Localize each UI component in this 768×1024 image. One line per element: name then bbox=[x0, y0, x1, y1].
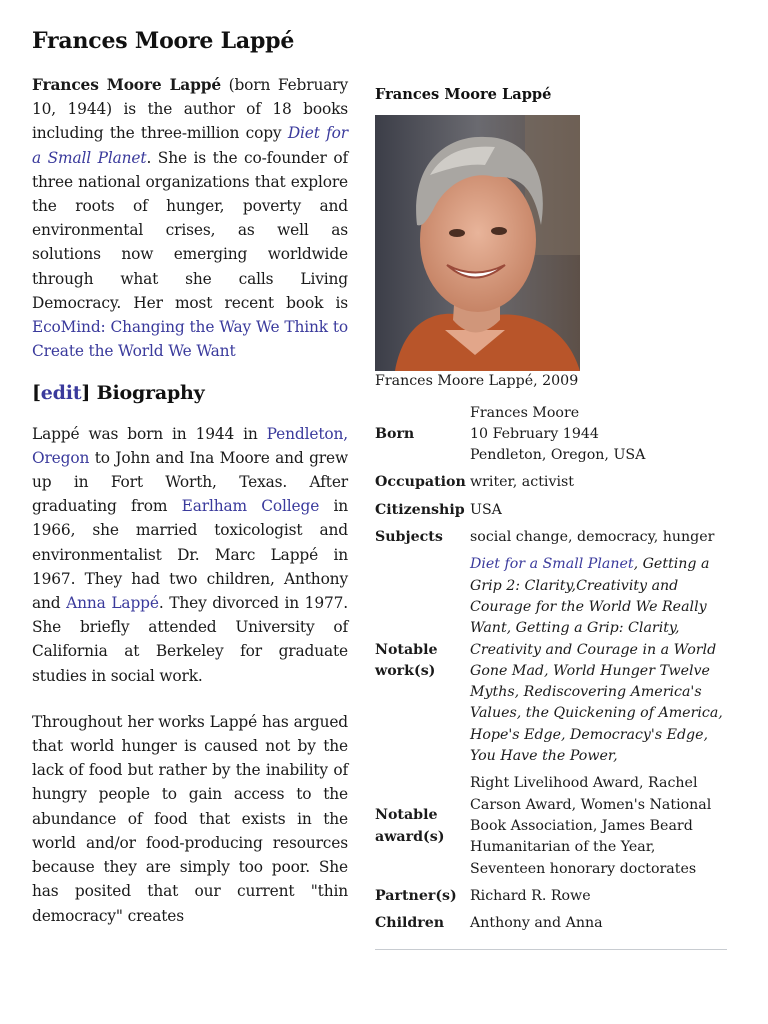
citizenship-value: USA bbox=[470, 501, 502, 518]
infobox-row-subjects bbox=[375, 524, 727, 551]
link-works-diet[interactable]: Diet for a Small Planet bbox=[470, 556, 634, 573]
partner-label: Partner(s) bbox=[375, 887, 457, 904]
notable-awards-value: Right Livelihood Award, Rachel Carson Award, Women's National Book Association, James Beard Humanitarian of the Year, Seventeen honorary doctorates bbox=[470, 775, 712, 877]
partner-value: Richard R. Rowe bbox=[470, 887, 591, 904]
infobox-row-citizenship bbox=[375, 497, 727, 524]
occupation-label: Occupation bbox=[375, 474, 466, 491]
infobox-row-born bbox=[375, 400, 727, 470]
subjects-value: social change, democracy, hunger bbox=[470, 529, 715, 546]
infobox-title: Frances Moore Lappé bbox=[375, 86, 552, 103]
link-pendleton-oregon[interactable]: Pendleton, Oregon bbox=[32, 424, 348, 467]
edit-link[interactable]: edit bbox=[40, 382, 82, 405]
infobox bbox=[375, 84, 727, 958]
citizenship-label: Citizenship bbox=[375, 501, 465, 518]
infobox-row-notable-works bbox=[375, 551, 727, 770]
infobox-row-partner bbox=[375, 883, 727, 910]
intro-paragraph bbox=[32, 73, 348, 363]
intro-text-2: . She is the co-founder of three national organizations that explore the roots of hunger, poverty and environmental crises, as well as solutions now emerging worldwide through what she calls Living Democracy. Her most recent book is bbox=[32, 148, 348, 312]
infobox-divider bbox=[375, 949, 727, 950]
notable-works-value: Diet for a Small Planet, Getting a Grip 2: Clarity,Creativity and Courage for the World We Really Want, Getting a Grip: Clarity, Creativity and Courage in a World Gone Mad, World Hunger Twelve Myths, Rediscovering America's Values, the Quickening of America, Hope's Edge, Democracy's Edge, You Have the Power, bbox=[470, 556, 723, 765]
link-diet-for-a-small-planet[interactable]: Diet for a Small Planet bbox=[32, 124, 348, 167]
infobox-row-children bbox=[375, 910, 727, 937]
link-anna-lappe[interactable]: Anna Lappé bbox=[66, 594, 159, 613]
section-title: Biography bbox=[96, 382, 205, 405]
infobox-row-notable-awards bbox=[375, 770, 727, 882]
link-earlham-college[interactable]: Earlham College bbox=[181, 497, 320, 516]
children-value: Anthony and Anna bbox=[470, 915, 603, 932]
born-value: Frances Moore 10 February 1944 Pendleton, Oregon, USA bbox=[470, 404, 646, 464]
article-body bbox=[32, 73, 348, 928]
infobox-row-occupation bbox=[375, 469, 727, 496]
born-label: Born bbox=[375, 425, 415, 442]
section-heading-biography: [edit] Biography bbox=[32, 382, 205, 405]
portrait-photo[interactable] bbox=[375, 115, 580, 371]
photo-caption: Frances Moore Lappé, 2009 bbox=[375, 373, 579, 390]
intro-lead-name: Frances Moore Lappé bbox=[32, 76, 221, 94]
biography-paragraph-2: Throughout her works Lappé has argued that world hunger is caused not by the lack of food but rather by the inability of hungry people to gain access to the abundance of food that exists in the world and/or food-producing resources because they are simply too poor. She has posited that our current "thin democracy" creates bbox=[32, 712, 348, 925]
page-title: Frances Moore Lappé bbox=[32, 28, 295, 54]
children-label: Children bbox=[375, 915, 445, 932]
notable-works-label: Notable work(s) bbox=[375, 641, 438, 679]
biography-paragraph-1: Lappé was born in 1944 in Pendleton, Oregon to John and Ina Moore and grew up in Fort Worth, Texas. After graduating from Earlham College in 1966, she married toxicologist and environmentalist Dr. Marc Lappé in 1967. They had two children, Anthony and Anna Lappé. They divorced in 1977. She briefly attended University of California at Berkeley for graduate studies in social work. bbox=[32, 424, 348, 685]
notable-awards-label: Notable award(s) bbox=[375, 807, 445, 845]
subjects-label: Subjects bbox=[375, 529, 443, 546]
intro-text: (born February 10, 1944) is the author of 18 books including the three-million copy bbox=[32, 76, 348, 143]
occupation-value: writer, activist bbox=[470, 474, 574, 491]
link-ecomind[interactable]: EcoMind: Changing the Way We Think to Create the World We Want bbox=[32, 318, 348, 361]
